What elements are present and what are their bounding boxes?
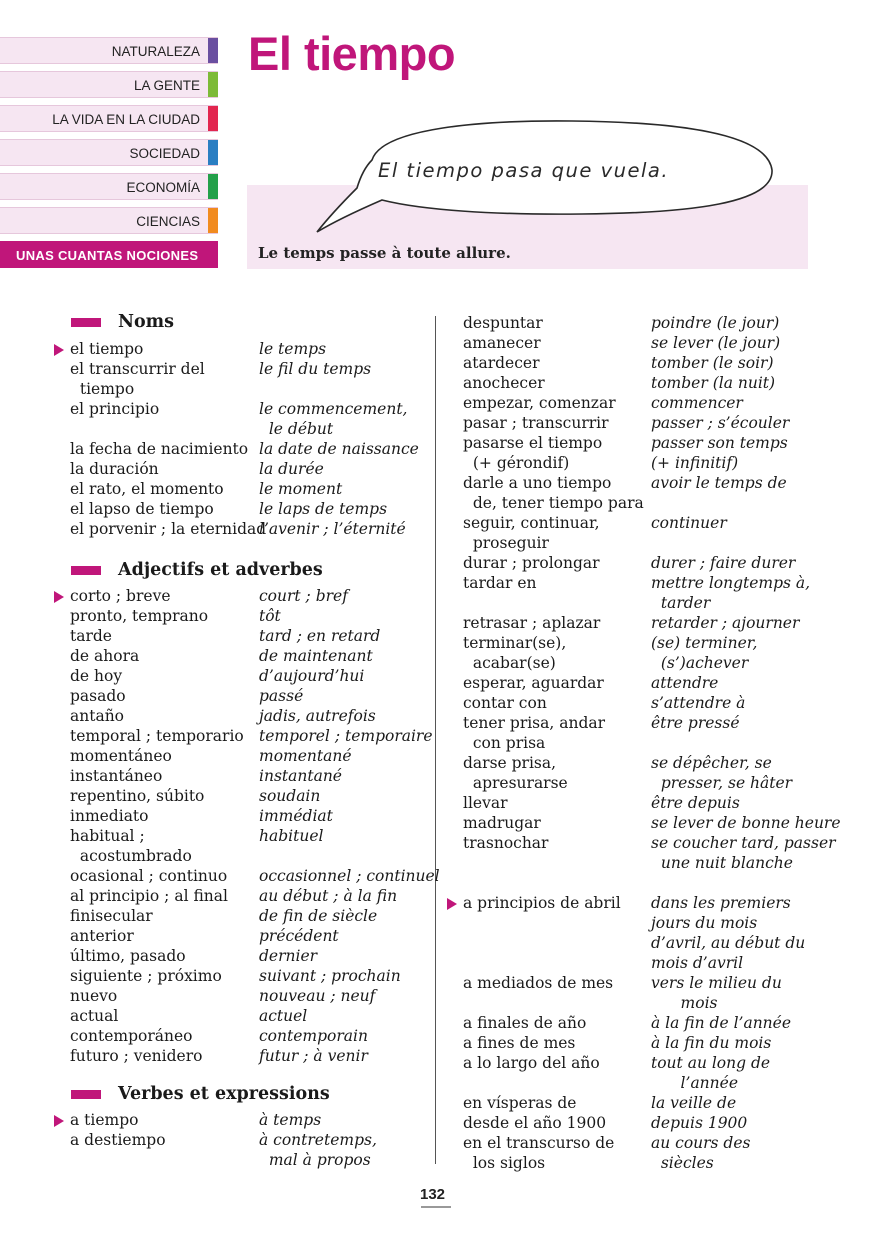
quote-spanish: El tiempo pasa que vuela. [378, 159, 670, 182]
page-number-underline [421, 1206, 451, 1208]
spanish-term: repentino, súbito [70, 787, 205, 805]
section-marker [71, 318, 101, 327]
spanish-term: amanecer [463, 334, 541, 352]
spanish-term: a fines de mes [463, 1034, 576, 1052]
spanish-term: ocasional ; continuo [70, 867, 228, 885]
spanish-term: la duración [70, 460, 159, 478]
french-translation: immédiat [259, 807, 333, 825]
spanish-term: de hoy [70, 667, 123, 685]
spanish-term: trasnochar [463, 834, 549, 852]
french-translation: le fil du temps [259, 360, 372, 378]
french-translation: soudain [259, 787, 321, 805]
spanish-term: contemporáneo [70, 1027, 193, 1045]
spanish-term: a lo largo del año [463, 1054, 600, 1072]
french-translation: avoir le temps de [651, 474, 787, 492]
spanish-term: desde el año 1900 [463, 1114, 607, 1132]
french-translation: tôt [259, 607, 281, 625]
french-translation: de fin de siècle [259, 907, 378, 925]
french-translation: tard ; en retard [259, 627, 381, 645]
spanish-term: el tiempo [70, 340, 144, 358]
nav-color-bar [208, 38, 218, 63]
arrow-marker-icon [447, 898, 457, 910]
section-heading-verbes [118, 1084, 330, 1104]
spanish-term: siguiente ; próximo [70, 967, 222, 985]
spanish-term: el lapso de tiempo [70, 500, 214, 518]
spanish-term: pronto, temprano [70, 607, 209, 625]
nav-tab-unas-cuantas-nociones[interactable]: UNAS CUANTAS NOCIONES [0, 241, 218, 268]
french-translation: poindre (le jour) [651, 314, 780, 332]
nav-tab-sociedad[interactable] [0, 139, 218, 166]
nav-color-bar [208, 208, 218, 233]
nav-label: SOCIEDAD [129, 146, 200, 161]
arrow-marker-icon [54, 344, 64, 356]
spanish-term: actual [70, 1007, 119, 1025]
french-translation: vers le milieu du mois [651, 974, 782, 1012]
spanish-term: a mediados de mes [463, 974, 614, 992]
spanish-term: durar ; prolongar [463, 554, 600, 572]
spanish-term: inmediato [70, 807, 149, 825]
french-translation: attendre [651, 674, 719, 692]
french-translation: dernier [259, 947, 318, 965]
french-translation: habituel [259, 827, 324, 845]
section-heading-text: Adjectifs et adverbes [118, 560, 323, 580]
nav-label: LA GENTE [133, 78, 200, 93]
spanish-term: a tiempo [70, 1111, 139, 1129]
spanish-term: contar con [463, 694, 547, 712]
nav-tab-naturaleza[interactable] [0, 37, 218, 64]
nav-tab-la-gente[interactable] [0, 71, 218, 98]
nav-color-bar [208, 106, 218, 131]
french-translation: passer son temps (+ infinitif) [651, 434, 788, 472]
spanish-term: el porvenir ; la eternidad [70, 520, 267, 538]
nav-color-bar [208, 72, 218, 97]
french-translation: à temps [259, 1111, 322, 1129]
spanish-term: corto ; breve [70, 587, 171, 605]
nav-label: CIENCIAS [136, 214, 200, 229]
nav-tab-ciencias[interactable] [0, 207, 218, 234]
french-translation: se lever de bonne heure [651, 814, 841, 832]
spanish-term: pasarse el tiempo (+ gérondif) [463, 434, 603, 472]
spanish-term: antaño [70, 707, 125, 725]
french-translation: instantané [259, 767, 342, 785]
french-translation: passé [259, 687, 304, 705]
nav-label: ECONOMÍA [126, 180, 200, 195]
french-translation: futur ; à venir [259, 1047, 368, 1065]
spanish-term: temporal ; temporario [70, 727, 244, 745]
page-number: 132 [420, 1186, 446, 1203]
spanish-term: tardar en [463, 574, 537, 592]
spanish-term: instantáneo [70, 767, 163, 785]
spanish-term: darle a uno tiempo de, tener tiempo para [463, 474, 644, 512]
spanish-term: en vísperas de [463, 1094, 577, 1112]
spanish-term: al principio ; al final [70, 887, 228, 905]
section-marker [71, 1090, 101, 1099]
french-translation: d’aujourd’hui [259, 667, 365, 685]
spanish-term: retrasar ; aplazar [463, 614, 601, 632]
french-translation: au début ; à la fin [259, 887, 398, 905]
quote-french: Le temps passe à toute allure. [258, 244, 511, 262]
french-translation: le commencement, le début [259, 400, 408, 438]
spanish-term: empezar, comenzar [463, 394, 616, 412]
spanish-term: a finales de año [463, 1014, 587, 1032]
spanish-term: atardecer [463, 354, 540, 372]
chapter-nav [0, 37, 218, 275]
french-translation: tout au long de l’année [651, 1054, 771, 1092]
spanish-term: pasar ; transcurrir [463, 414, 609, 432]
spanish-term: esperar, aguardar [463, 674, 604, 692]
section-heading-text: Verbes et expressions [118, 1084, 330, 1104]
french-translation: retarder ; ajourner [651, 614, 800, 632]
nav-label: LA VIDA EN LA CIUDAD [52, 112, 200, 127]
french-translation: mettre longtemps à, tarder [651, 574, 811, 612]
french-translation: jadis, autrefois [259, 707, 376, 725]
french-translation: être pressé [651, 714, 740, 732]
spanish-term: momentáneo [70, 747, 172, 765]
french-translation: le temps [259, 340, 327, 358]
french-translation: la veille de [651, 1094, 737, 1112]
french-translation: être depuis [651, 794, 740, 812]
french-translation: (se) terminer, (s’)achever [651, 634, 758, 672]
french-translation: momentané [259, 747, 352, 765]
french-translation: commencer [651, 394, 743, 412]
arrow-marker-icon [54, 1115, 64, 1127]
nav-color-bar [208, 174, 218, 199]
french-translation: le moment [259, 480, 343, 498]
french-translation: le laps de temps [259, 500, 388, 518]
french-translation: durer ; faire durer [651, 554, 796, 572]
spanish-term: seguir, continuar, proseguir [463, 514, 600, 552]
spanish-term: madrugar [463, 814, 541, 832]
french-translation: au cours des siècles [651, 1134, 751, 1172]
french-translation: l’avenir ; l’éternité [259, 520, 406, 538]
spanish-term: la fecha de nacimiento [70, 440, 249, 458]
spanish-term: anochecer [463, 374, 545, 392]
spanish-term: el rato, el momento [70, 480, 224, 498]
french-translation: actuel [259, 1007, 308, 1025]
french-translation: tomber (le soir) [651, 354, 774, 372]
french-translation: se dépêcher, se presser, se hâter [651, 754, 793, 792]
french-translation: tomber (la nuit) [651, 374, 776, 392]
section-heading-text: Noms [118, 312, 175, 332]
spanish-term: de ahora [70, 647, 140, 665]
spanish-term: el transcurrir del tiempo [70, 360, 205, 398]
french-translation: nouveau ; neuf [259, 987, 376, 1005]
spanish-term: a principios de abril [463, 894, 621, 912]
french-translation: la date de naissance [259, 440, 419, 458]
nav-tab-economia[interactable] [0, 173, 218, 200]
nav-color-bar [208, 140, 218, 165]
spanish-term: despuntar [463, 314, 543, 332]
french-translation: temporel ; temporaire [259, 727, 433, 745]
french-translation: contemporain [259, 1027, 368, 1045]
french-translation: dans les premiers jours du mois d’avril, au début du mois d’avril [651, 894, 806, 972]
french-translation: passer ; s’écouler [651, 414, 790, 432]
french-translation: la durée [259, 460, 324, 478]
spanish-term: darse prisa, apresurarse [463, 754, 568, 792]
section-heading-adjectifs [118, 560, 323, 580]
spanish-term: futuro ; venidero [70, 1047, 203, 1065]
spanish-term: en el transcurso de los siglos [463, 1134, 615, 1172]
french-translation: continuer [651, 514, 727, 532]
arrow-marker-icon [54, 591, 64, 603]
spanish-term: llevar [463, 794, 508, 812]
spanish-term: finisecular [70, 907, 153, 925]
spanish-term: habitual ; acostumbrado [70, 827, 192, 865]
french-translation: de maintenant [259, 647, 373, 665]
french-translation: se lever (le jour) [651, 334, 781, 352]
spanish-term: a destiempo [70, 1131, 166, 1149]
french-translation: à la fin de l’année [651, 1014, 791, 1032]
spanish-term: nuevo [70, 987, 118, 1005]
spanish-term: pasado [70, 687, 126, 705]
spanish-term: último, pasado [70, 947, 186, 965]
french-translation: occasionnel ; continuel [259, 867, 440, 885]
french-translation: se coucher tard, passer une nuit blanche [651, 834, 836, 872]
spanish-term: anterior [70, 927, 134, 945]
french-translation: depuis 1900 [651, 1114, 748, 1132]
column-divider [435, 316, 436, 1164]
section-heading-noms [118, 312, 174, 332]
spanish-term: tarde [70, 627, 112, 645]
spanish-term: el principio [70, 400, 160, 418]
french-translation: court ; bref [259, 587, 348, 605]
french-translation: à contretemps, mal à propos [259, 1131, 377, 1169]
nav-tab-la-vida-en-la-ciudad[interactable] [0, 105, 218, 132]
french-translation: précédent [259, 927, 339, 945]
nav-label: NATURALEZA [111, 44, 200, 59]
spanish-term: terminar(se), acabar(se) [463, 634, 567, 672]
french-translation: à la fin du mois [651, 1034, 772, 1052]
french-translation: suivant ; prochain [259, 967, 401, 985]
section-marker [71, 566, 101, 575]
spanish-term: tener prisa, andar con prisa [463, 714, 606, 752]
french-translation: s’attendre à [651, 694, 746, 712]
page-title: El tiempo [248, 27, 456, 80]
